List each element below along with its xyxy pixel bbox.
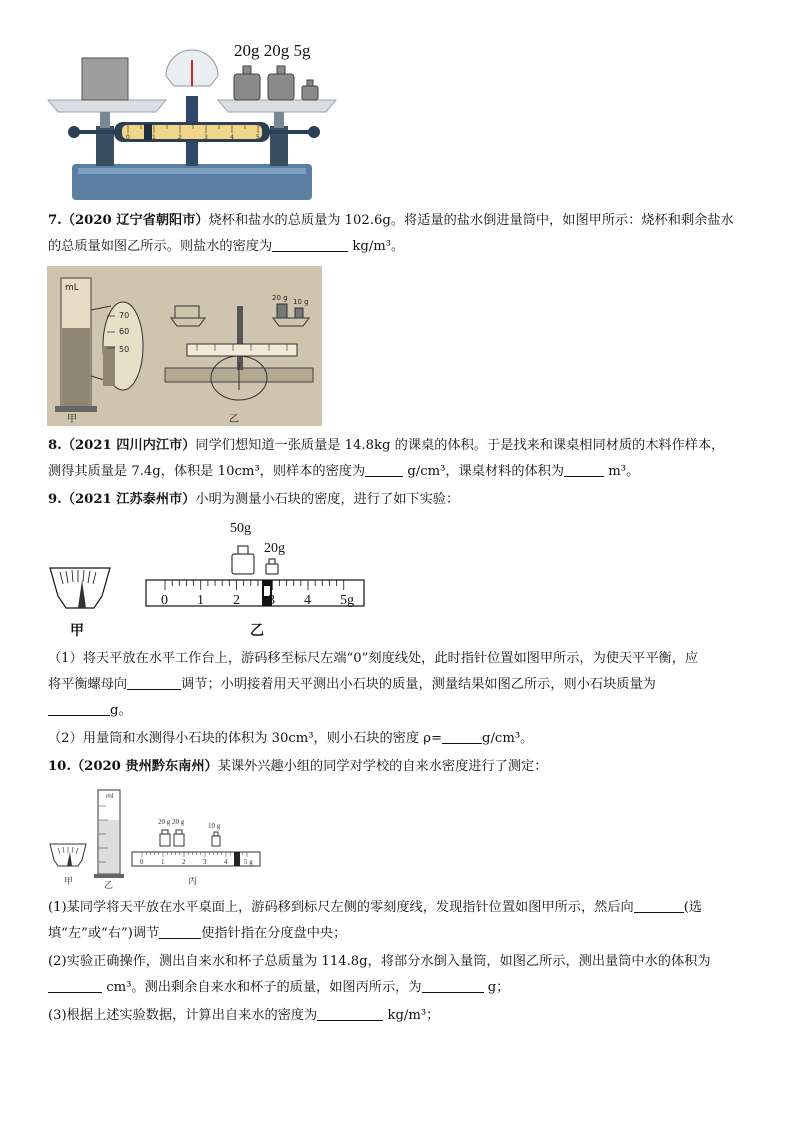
svg-text:20 g: 20 g [172, 818, 185, 826]
cylinder-ml-label: mL [65, 283, 79, 293]
weight-20g-2 [268, 74, 294, 100]
svg-text:1: 1 [197, 593, 204, 608]
q10-weight-10g [212, 836, 220, 846]
q9-density-blank[interactable] [442, 729, 482, 744]
svg-text:4: 4 [230, 134, 234, 141]
svg-text:70: 70 [119, 311, 130, 320]
q9-p2: （2）用量筒和水测得小石块的体积为 30cm³，则小石块的密度 ρ= g/cm³。 [48, 731, 534, 746]
q10-number: 10. [48, 759, 71, 774]
q7-number: 7. [48, 213, 62, 228]
svg-text:3: 3 [203, 858, 207, 866]
q10-figure [46, 786, 264, 890]
cylinder-liquid [62, 328, 90, 407]
q9-weight-20g [266, 564, 278, 574]
q8-line1: 8.（2021 四川内江市）同学们想知道一张质量是 14.8kg 的课桌的体积。于是找来和课桌相同材质的木料作样本， [48, 438, 725, 453]
svg-text:10 g: 10 g [208, 822, 221, 830]
svg-text:5: 5 [256, 134, 260, 141]
q10-volume-blank[interactable] [48, 978, 102, 993]
weight-5g [302, 86, 318, 100]
svg-text:50: 50 [119, 345, 130, 354]
svg-text:ml: ml [106, 793, 114, 800]
svg-text:60: 60 [119, 327, 130, 336]
q9-source: （2021 江苏泰州市） [61, 492, 196, 507]
object-block [82, 58, 128, 100]
q10-weight-20g-2 [174, 834, 184, 846]
q8-line2: 测得其质量是 7.4g，体积是 10cm³，则样本的密度为 g/cm³，课桌材料的体积为 m³。 [48, 464, 640, 479]
balance-figure-q6 [44, 36, 344, 206]
svg-text:0: 0 [161, 593, 168, 608]
q8-source: （2021 四川内江市） [61, 438, 196, 453]
q9-caption-right: 乙 [250, 623, 264, 639]
q7-beam-ruler [187, 344, 297, 356]
q8-number: 8. [48, 438, 62, 453]
left-pan [48, 100, 166, 112]
svg-text:5 g: 5 g [244, 858, 253, 866]
q7-beaker [175, 306, 199, 318]
q9-figure [44, 512, 374, 644]
svg-text:2: 2 [233, 593, 240, 608]
svg-text:10 g: 10 g [293, 298, 309, 306]
q9-weight-50g [232, 554, 254, 574]
q7-photo-figure [47, 266, 322, 426]
svg-text:1: 1 [152, 134, 156, 141]
svg-text:3: 3 [204, 134, 208, 141]
q10-source: （2020 贵州黔东南州） [70, 759, 218, 774]
q9-caption-left: 甲 [70, 623, 84, 639]
svg-text:2: 2 [182, 858, 186, 866]
svg-text:4: 4 [224, 858, 228, 866]
q7-source: （2020 辽宁省朝阳市） [61, 213, 209, 228]
q10-caption-3: 丙 [188, 877, 198, 887]
q7-line1: 7.（2020 辽宁省朝阳市）烧杯和盐水的总质量为 102.6g。将适量的盐水倒进量筒中，如图甲所示：烧杯和剩余盐水 [48, 213, 734, 228]
q10-caption-2: 乙 [104, 881, 114, 890]
beam-ruler [122, 125, 262, 139]
q9-mass-blank[interactable] [48, 701, 110, 716]
weight-20g-1 [234, 74, 260, 100]
q10-direction-blank[interactable] [634, 898, 684, 913]
q10-p2-line2: cm³。测出剩余自来水和杯子的质量，如图丙所示，为 g； [48, 978, 753, 998]
q7-weight-10g [295, 308, 303, 318]
q10-p2-line1: (2)实验正确操作，测出自来水和杯子总质量为 114.8g，将部分水倒入量筒，如图乙所示，测出量筒中水的体积为 [48, 954, 711, 969]
svg-text:1: 1 [161, 858, 165, 866]
q10-density-blank[interactable] [317, 1006, 383, 1021]
q8-density-blank[interactable] [365, 462, 403, 477]
q10-adjust-blank[interactable] [159, 924, 201, 939]
q9-number: 9. [48, 492, 62, 507]
q7-line2: 的总质量如图乙所示。则盐水的密度为 kg/m³。 [48, 239, 405, 254]
right-pan [218, 100, 336, 112]
q10-p3: (3)根据上述实验数据，计算出自来水的密度为 kg/m³； [48, 1008, 440, 1023]
q10-caption-1: 甲 [64, 877, 74, 887]
svg-text:2: 2 [178, 134, 182, 141]
q9-weight-20g-label: 20g [264, 541, 285, 556]
q9-beam-ruler [146, 580, 364, 606]
svg-text:20 g: 20 g [158, 818, 171, 826]
q9-weight-50g-label: 50g [230, 521, 251, 536]
q10-weight-20g-1 [160, 834, 170, 846]
q9-p1-line1: （1）将天平放在水平工作台上，游码移至标尺左端“0”刻度线处，此时指针位置如图甲所示，为使天平平衡，应 [48, 651, 699, 666]
q10-cylinder-water [99, 820, 119, 873]
svg-text:3: 3 [268, 593, 275, 608]
q10-p1-line2: 填“左”或“右”)调节 使指针指在分度盘中央； [48, 926, 347, 941]
q9-line1: 9.（2021 江苏泰州市）小明为测量小石块的密度，进行了如下实验： [48, 492, 460, 507]
q8-volume-blank[interactable] [564, 462, 604, 477]
q7-caption-right: 乙 [229, 414, 239, 425]
q10-p1-line1: (1)某同学将天平放在水平桌面上，游码移到标尺左侧的零刻度线，发现指针位置如图甲所示，然后向 (选 [48, 900, 703, 915]
svg-text:5g: 5g [340, 593, 354, 608]
q7-right-pan [273, 318, 309, 326]
q9-p1-line2: 将平衡螺母向 调节；小明接着用天平测出小石块的质量，测量结果如图乙所示，则小石块质量为 [48, 677, 656, 692]
q7-weight-20g [277, 304, 287, 318]
svg-text:4: 4 [304, 593, 311, 608]
q9-p1-line3: g。 [48, 701, 753, 721]
q10-remaining-mass-blank[interactable] [422, 978, 484, 993]
svg-text:20 g: 20 g [272, 294, 288, 302]
q7-answer-blank[interactable] [272, 237, 348, 252]
q7-left-pan [171, 318, 205, 326]
weights-label-q6: 20g 20g 5g [234, 41, 311, 60]
svg-text:0: 0 [126, 134, 130, 141]
q10-beam-ruler [132, 852, 260, 866]
q7-caption-left: 甲 [67, 414, 77, 425]
q10-rider [234, 852, 240, 866]
q9-direction-blank[interactable] [127, 675, 181, 690]
q10-line1: 10.（2020 贵州黔东南州）某课外兴趣小组的同学对学校的自来水密度进行了测定： [48, 759, 548, 774]
rider [144, 124, 152, 140]
svg-text:0: 0 [140, 858, 144, 866]
